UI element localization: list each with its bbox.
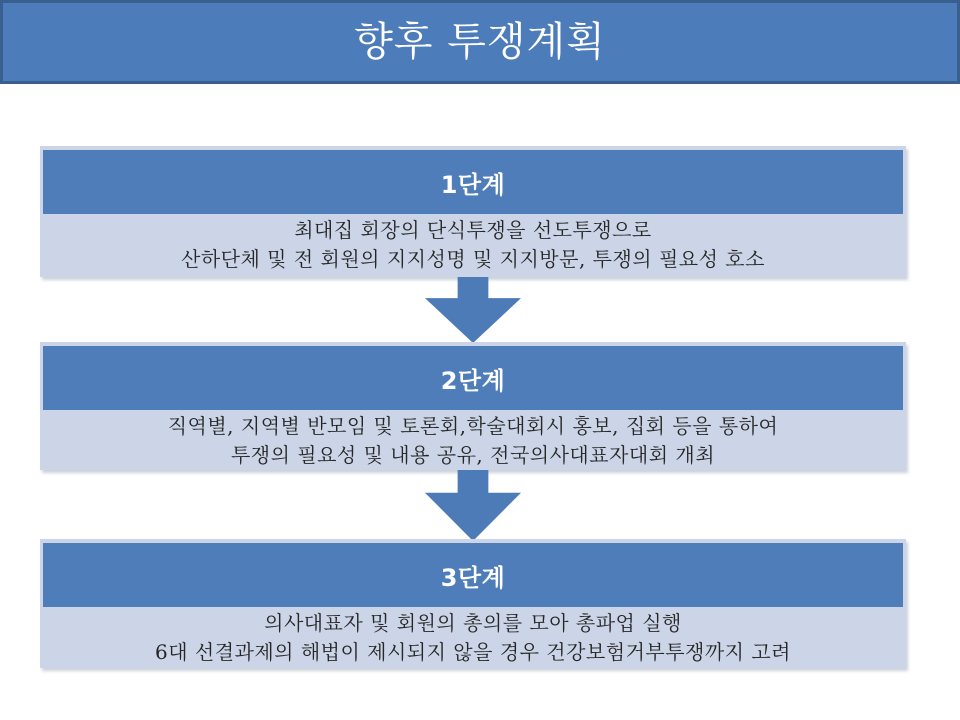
- stage-1-label: 1단계: [440, 170, 506, 199]
- stage-1-body-line-1: 최대집 회장의 단식투쟁을 선도투쟁으로: [294, 218, 652, 242]
- stage-2-label: 2단계: [440, 366, 506, 395]
- stage-3-body-line-2: 6대 선결과제의 해법이 제시되지 않을 경우 건강보험거부투쟁까지 고려: [154, 640, 791, 664]
- stage-1-header: [43, 150, 903, 214]
- stage-1-body-line-2: 산하단체 및 전 회원의 지지성명 및 지지방문, 투쟁의 필요성 호소: [181, 247, 765, 271]
- stage-3-label: 3단계: [440, 563, 506, 592]
- stage-block-2: [40, 342, 906, 470]
- stage-2-body-line-2: 투쟁의 필요성 및 내용 공유, 전국의사대표자대회 개최: [230, 443, 716, 467]
- stage-3-body-line-1: 의사대표자 및 회원의 총의를 모아 총파업 실행: [264, 611, 682, 635]
- stage-block-1: [40, 146, 906, 277]
- stage-2-header: [43, 346, 903, 410]
- stage-3-header: [43, 543, 903, 607]
- down-arrow-icon: [425, 470, 521, 541]
- stage-1-body: [40, 214, 906, 274]
- stage-2-body: [40, 410, 906, 470]
- stage-block-3: [40, 539, 906, 668]
- down-arrow-icon: [425, 277, 521, 343]
- stage-2-body-line-1: 직역별, 지역별 반모임 및 토론회,학술대회시 홍보, 집회 등을 통하여: [167, 414, 779, 438]
- title-banner: [0, 0, 960, 84]
- stage-3-body: [40, 607, 906, 667]
- slide-title: 향후 투쟁계획: [354, 19, 606, 65]
